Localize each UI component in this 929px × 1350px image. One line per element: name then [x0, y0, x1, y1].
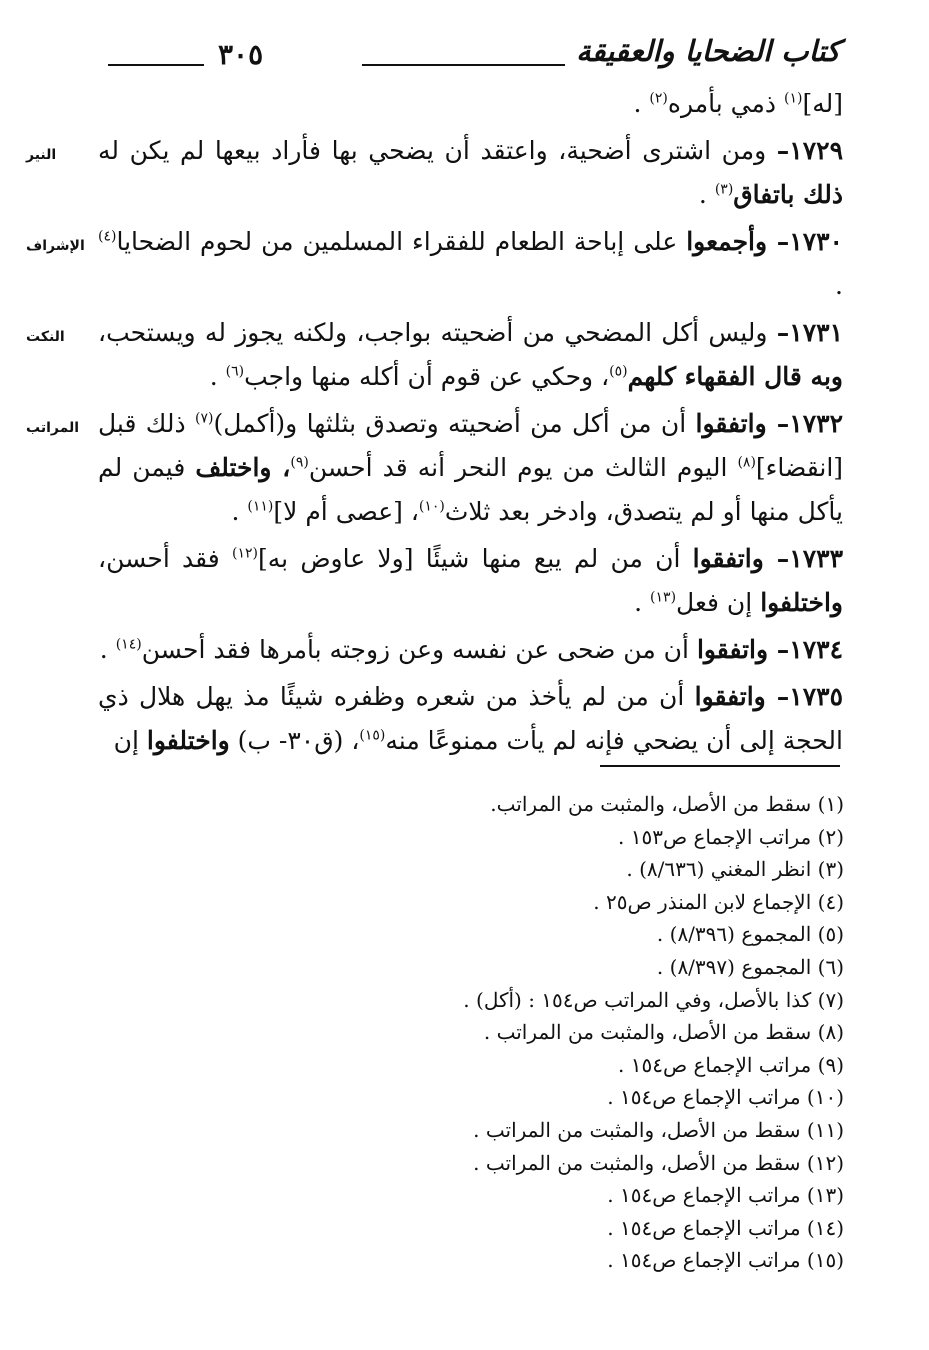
paragraph-end: .: [634, 588, 651, 617]
footnote: (٤) الإجماع لابن المنذر ص٢٥ .: [593, 889, 844, 914]
paragraph-text: على إباحة الطعام للفقراء المسلمين من لحوم الضحايا: [116, 227, 687, 256]
paragraph-1731: [26, 311, 843, 399]
margin-source-label: النير: [26, 147, 57, 163]
paragraph-text: أن من لم يبع منها شيئًا [ولا عاوض به]: [257, 544, 693, 573]
paragraph-continuation: [98, 82, 843, 126]
paragraph-end: .: [835, 271, 843, 300]
page-number: ٣٠٥: [218, 38, 264, 71]
footnote: (١٥) مراتب الإجماع ص١٥٤ .: [607, 1248, 844, 1273]
main-text: [26, 82, 844, 766]
paragraph-text: ذلك قبل [انقضاء]: [98, 409, 844, 482]
paragraph-number: ١٧٢٩–: [776, 136, 843, 165]
paragraph-1733: [98, 537, 843, 625]
bold-phrase: ، واختلف: [195, 453, 291, 482]
footnote-ref: (٣): [714, 181, 734, 198]
footnote: (١٤) مراتب الإجماع ص١٥٤ .: [607, 1215, 844, 1240]
footnote-ref: (١٠): [418, 498, 445, 515]
paragraph-number: ١٧٣٢–: [776, 409, 843, 438]
footnote-ref: (٢): [649, 90, 668, 107]
page-header: [100, 30, 840, 74]
paragraph-text: ذمي بأمره: [667, 89, 784, 118]
paragraph-end: .: [698, 180, 715, 209]
paragraph-text: ومن اشترى أضحية، واعتقد أن يضحي بها فأراد بيعها لم يكن له: [98, 136, 777, 165]
paragraph-text: ، (ق٣٠- ب): [229, 726, 360, 755]
paragraph-text: إن: [113, 726, 147, 755]
bold-phrase: واتفقوا: [694, 682, 777, 711]
footnote: (١) سقط من الأصل، والمثبت من المراتب.: [490, 792, 844, 816]
header-rule: [362, 64, 565, 66]
paragraph-text: ، وحكي عن قوم أن أكله منها واجب: [244, 362, 610, 391]
paragraph-number: ١٧٣٥–: [776, 682, 843, 711]
footnote: (٣) انظر المغني (٨/٦٣٦) .: [626, 857, 844, 882]
margin-source-label: النكت: [26, 329, 65, 345]
footnote: (٦) المجموع (٨/٣٩٧) .: [656, 954, 844, 979]
bold-phrase: واختلفوا: [146, 726, 230, 755]
bracket-text: [له]: [802, 89, 843, 118]
bold-phrase: وأجمعوا: [686, 227, 777, 256]
footnote-ref: (٩): [290, 454, 309, 471]
paragraph-text: أن من أكل من أضحيته وتصدق بثلثها و(أكمل): [213, 409, 696, 438]
footnote-ref: (١٣): [650, 589, 677, 606]
footnote-ref: (١): [784, 90, 803, 107]
paragraph-text: وليس أكل المضحي من أضحيته بواجب، ولكنه يجوز له ويستحب،: [98, 318, 777, 347]
bold-phrase: واتفقوا: [695, 409, 777, 438]
book-title: كتاب الضحايا والعقيقة: [576, 34, 840, 68]
paragraph-number: ١٧٣٣–: [776, 544, 843, 573]
footnote: (١٣) مراتب الإجماع ص١٥٤ .: [607, 1183, 844, 1208]
footnote: (٨) سقط من الأصل، والمثبت من المراتب .: [483, 1020, 844, 1045]
margin-source-label: الإشراف: [26, 238, 85, 254]
bold-phrase: وبه قال الفقهاء كلهم: [627, 362, 843, 391]
paragraph-1732: [26, 402, 844, 534]
footnote: (٩) مراتب الإجماع ص١٥٤ .: [618, 1052, 844, 1077]
paragraph-text: فقد أحسن،: [98, 544, 232, 573]
footnote-separator: [600, 765, 840, 767]
paragraph-number: ١٧٣٠–: [776, 227, 843, 256]
bold-phrase: واتفقوا: [696, 635, 777, 664]
paragraph-text: اليوم الثالث من يوم النحر أنه قد أحسن: [308, 453, 738, 482]
footnote: (٧) كذا بالأصل، وفي المراتب ص١٥٤ : (أكل) .: [463, 987, 844, 1012]
paragraph-text: فيمن لم يأكل منها أو لم يتصدق، وادخر بعد ثلاث: [98, 453, 843, 526]
bold-phrase: واختلفوا: [760, 588, 843, 617]
footnote-ref: (١٢): [232, 545, 258, 562]
footnote: (٢) مراتب الإجماع ص١٥٣ .: [618, 824, 844, 849]
paragraph-text: أن من ضحى عن نفسه وعن زوجته بأمرها فقد أحسن: [141, 635, 697, 664]
margin-source-label: المراتب: [26, 420, 80, 436]
paragraph-number: ١٧٣٤–: [776, 635, 843, 664]
bold-phrase: واتفقوا: [692, 544, 777, 573]
footnotes: [284, 788, 844, 1277]
paragraph-number: ١٧٣١–: [776, 318, 843, 347]
paragraph-end: .: [99, 635, 116, 664]
footnote-ref: (٦): [225, 363, 245, 380]
footnote-ref: (٤): [98, 228, 117, 245]
paragraph-1729: [26, 129, 843, 217]
bold-phrase: ذلك باتفاق: [733, 180, 843, 209]
paragraph-text: إن فعل: [676, 588, 761, 617]
footnote-ref: (٨): [737, 454, 756, 471]
paragraph-end: .: [209, 362, 226, 391]
footnote-ref: (١١): [247, 498, 274, 515]
footnote-ref: (١٤): [115, 636, 142, 653]
footnote-ref: (٧): [194, 410, 214, 427]
paragraph-1735: [98, 675, 843, 763]
header-rule-short: [108, 64, 204, 66]
paragraph-text: ، [عصى أم لا]: [273, 497, 419, 526]
paragraph-end: .: [231, 497, 248, 526]
footnote: (١١) سقط من الأصل، والمثبت من المراتب .: [473, 1117, 844, 1142]
footnote-ref: (٥): [609, 363, 628, 380]
footnote: (١٠) مراتب الإجماع ص١٥٤ .: [607, 1085, 844, 1110]
paragraph-1734: [98, 628, 843, 672]
footnote-ref: (١٥): [359, 727, 386, 744]
paragraph-text: أن من لم يأخذ من شعره وظفره شيئًا مذ يهل هلال ذي الحجة إلى أن يضحي فإنه لم يأت ممنوعًا منه: [98, 682, 843, 755]
footnote: (٥) المجموع (٨/٣٩٦) .: [656, 922, 844, 947]
paragraph-1730: [26, 220, 843, 308]
paragraph-end: .: [633, 89, 650, 118]
footnote: (١٢) سقط من الأصل، والمثبت من المراتب .: [473, 1150, 844, 1175]
